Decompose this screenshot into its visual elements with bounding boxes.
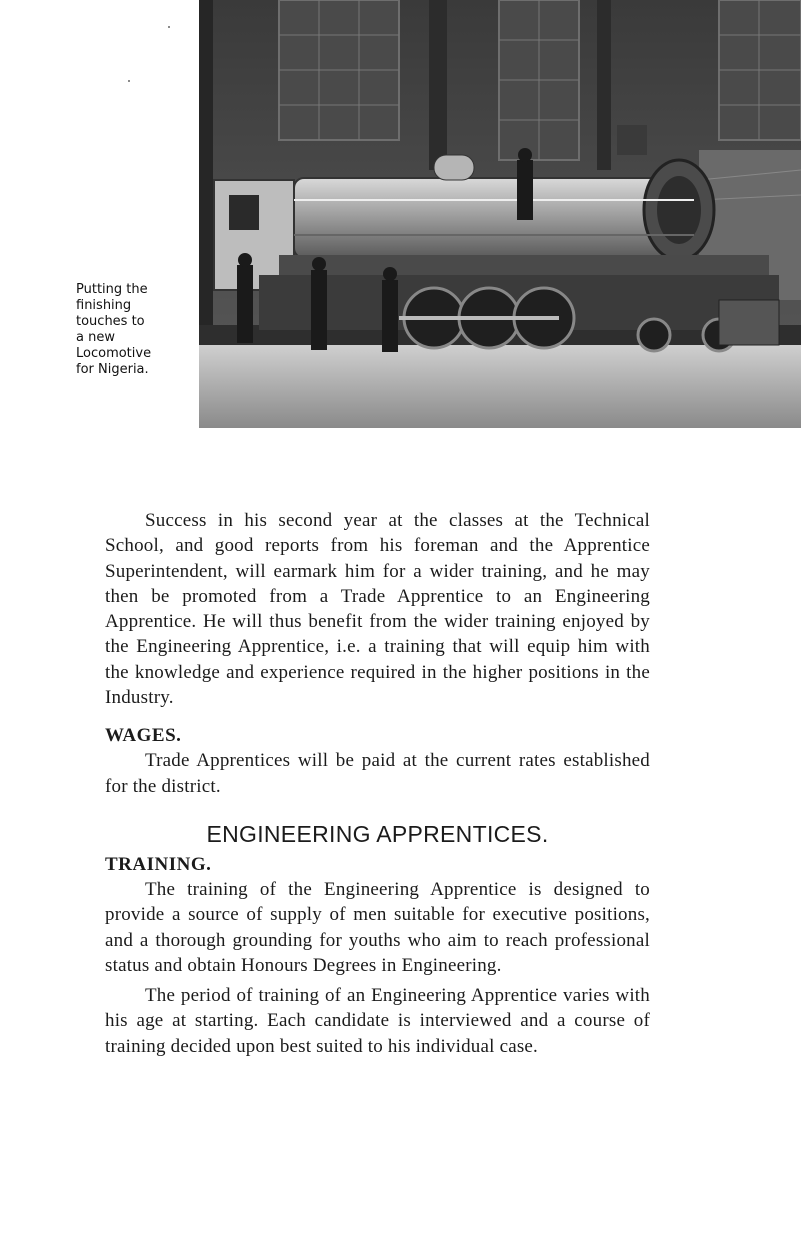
caption-line: for Nigeria. [76, 362, 149, 377]
caption-line: finishing [76, 298, 132, 313]
article-body [105, 508, 650, 1059]
wages-paragraph: Trade Apprentices will be paid at the current rates established for the district. [105, 750, 650, 797]
intro-paragraph: Success in his second year at the classes at the Technical School, and good reports from his foreman and the Apprentice Superintendent, will earmark him for a wider training, and he may then be promoted from a Trade Apprentice to an Engineering Apprentice. He will thus benefit from the wider training enjoyed by the Engineering Apprentice, i.e. a training that will equip him with the knowledge and experience required in the higher positions in the Industry. [105, 510, 650, 709]
caption-line: Locomotive [76, 346, 152, 361]
photo-caption [76, 282, 186, 378]
speck-mark [128, 80, 130, 82]
caption-line: a new [76, 330, 115, 345]
training-paragraph-1: The training of the Engineering Apprentice is designed to provide a source of supply of men suitable for executive positions, and a thorough grounding for youths who aim to reach professional status and obtain Honours Degrees in Engineering. [105, 878, 650, 976]
wages-heading: WAGES. [105, 725, 182, 747]
locomotive-photo [199, 0, 801, 428]
engineering-apprentices-title: ENGINEERING APPRENTICES. [206, 820, 549, 847]
caption-line: touches to [76, 314, 145, 329]
training-paragraph-2: The period of training of an Engineering Apprentice varies with his age at starting. Each candidate is interviewed and a course of training decided upon best suited to his individual case. [105, 985, 650, 1057]
caption-line: Putting the [76, 282, 148, 297]
training-heading: TRAINING. [105, 853, 212, 875]
speck-mark [168, 26, 170, 28]
